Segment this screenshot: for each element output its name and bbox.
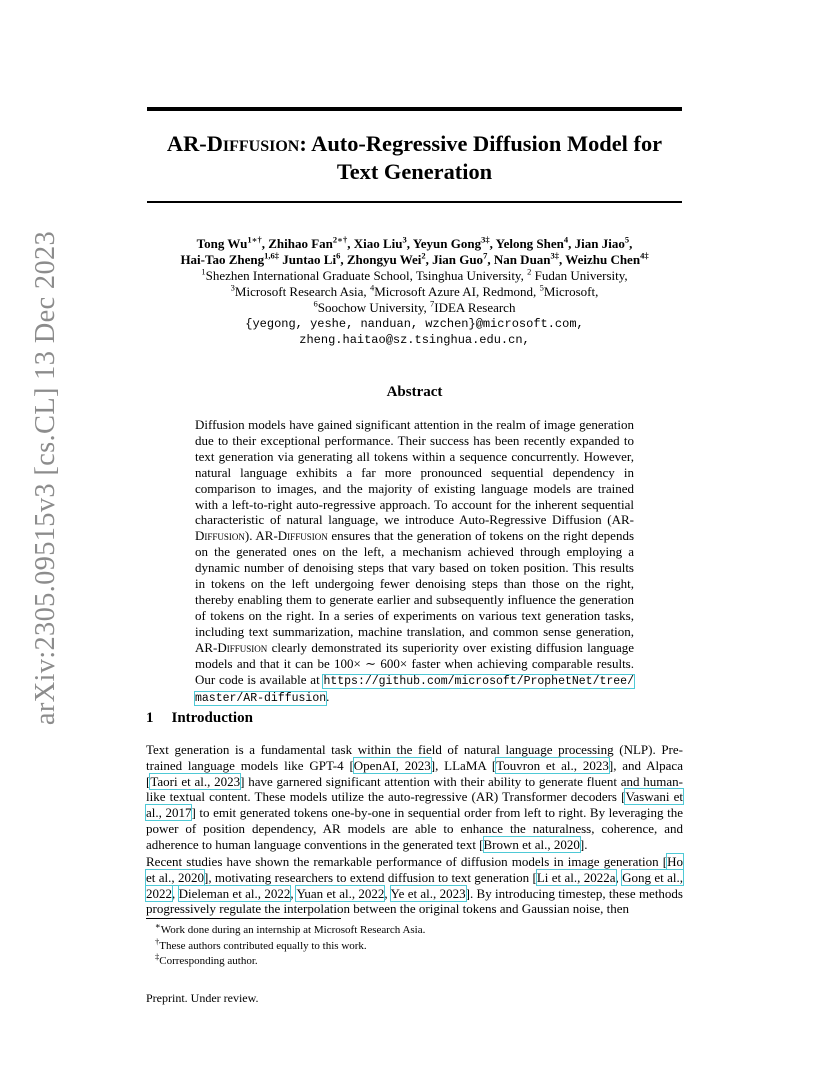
abstract-body: Diffusion models have gained significant attention in the realm of image generation due to their exceptional performance. Their success has been recently expanded to text generation via generating all tokens within a sequence concurrently. However, natural language exhibits a far more pronounced sequential dependency in comparison to images, and the majority of existing language models are trained with a left-to-right auto-regressive approach. To account for the inherent sequential characteristic of natural language, we introduce Auto-Regressive Diffusion (AR-Diffusion). AR-Diffusion ensures that the generation of tokens on the right depends on the generated ones on the left, a mechanism achieved through employing a dynamic number of denoising steps that vary based on token position. This results in tokens on the left undergoing fewer denoising steps than those on the right, thereby enabling them to generate earlier and subsequently influence the generation of tokens on the right. In a series of experiments on various text generation tasks, including text summarization, machine translation, and common sense generation, AR-Diffusion clearly demonstrated its superiority over existing diffusion language models and that it can be 100× ∼ 600× faster when achieving comparable results. Our code is available at https://github.com/microsoft/ProphetNet/tree/master/AR-diffusion. <box>195 417 635 706</box>
citation-openai[interactable]: OpenAI, 2023 <box>353 757 431 773</box>
affiliation-line-3: $^6$Soochow University, $^7$IDEA Research <box>313 298 516 315</box>
author-line-2: Hai-Tao Zheng$^{1,6\ddagger}$ Juntao Li$^6$, Zhongyu Wei$^2$, Jian Guo$^7$, Nan Duan$^{3\ddagger}$, Weizhu Chen$^{4\ddagger}$ <box>180 250 649 267</box>
title-bottom-rule <box>147 201 682 203</box>
citation-touvron[interactable]: Touvron et al., 2023 <box>496 757 609 773</box>
arxiv-stamp: arXiv:2305.09515v3 [cs.CL] 13 Dec 2023 <box>30 230 61 726</box>
citation-ho[interactable]: Ho et al., 2020 <box>146 854 683 885</box>
citation-brown[interactable]: Brown et al., 2020 <box>483 836 580 852</box>
abstract-heading: Abstract <box>386 384 443 400</box>
citation-vaswani[interactable]: Vaswani et al., 2017 <box>146 789 683 821</box>
intro-paragraph-2: Recent studies have shown the remarkable performance of diffusion models in image generation [Ho et al., 2020], motivating researchers to extend diffusion to text generation [Li et al., 2022a, Gong et al., 2022, Dieleman et al., 2022, Yuan et al., 2022, Ye et al., 2023]. By introducing timestep, these methods progressively regulate the interpolation between the original tokens and Gaussian noise, then <box>146 854 683 917</box>
intro-paragraph-1: Text generation is a fundamental task within the field of natural language processing (NLP). Pre-trained language models like GPT-4 [OpenAI, 2023], LLaMA [Touvron et al., 2023], and Alpaca [Taori et al., 2023] have garnered significant attention with their ability to generate fluent and human-like textual content. These models utilize the auto-regressive (AR) Transformer decoders [Vaswani et al., 2017] to emit generated tokens one-by-one in sequential order from left to right. By leveraging the power of position dependency, AR models are able to enhance the naturalness, coherence, and adherence to human language conventions in the generated text [Brown et al., 2020]. <box>146 742 683 852</box>
email-line-2: zheng.haitao@sz.tsinghua.edu.cn, <box>299 333 530 347</box>
citation-gong[interactable]: Gong et al., 2022 <box>146 869 683 901</box>
page-footer: Preprint. Under review. <box>146 991 259 1005</box>
footnote-rule <box>146 918 341 919</box>
affiliation-line-2: $^3$Microsoft Research Asia, $^4$Microsoft Azure AI, Redmond, $^5$Microsoft, <box>230 282 599 299</box>
footnote-2: †These authors contributed equally to this work. <box>155 935 367 952</box>
citation-ye[interactable]: Ye et al., 2023 <box>390 885 466 901</box>
footnote-1: ∗Work done during an internship at Microsoft Research Asia. <box>155 920 426 936</box>
email-line-1: {yegong, yeshe, nanduan, wzchen}@microsoft.com, <box>245 317 584 331</box>
citation-li[interactable]: Li et al., 2022a <box>536 869 616 885</box>
author-line-1: Tong $Wu^{1∗\dagger}$, Zhihao Fan$^{2∗\dagger}$, Xiao Liu$^3$, Yeyun Gong$^{3\ddagger}$, Yelong Shen$^4$, Jian Jiao$^5$, <box>196 234 633 251</box>
affiliation-line-1: $^1$Shezhen International Graduate School, Tsinghua University, $^2$ Fudan University, <box>201 266 628 283</box>
title-top-rule <box>147 107 682 111</box>
author-block <box>100 236 729 348</box>
citation-dieleman[interactable]: Dieleman et al., 2022 <box>178 885 291 901</box>
paper-title: AR-Diffusion: Auto-Regressive Diffusion Model for Text Generation <box>166 131 663 184</box>
footnotes <box>155 920 426 970</box>
footnote-3: ‡Corresponding author. <box>155 951 258 967</box>
citation-taori[interactable]: Taori et al., 2023 <box>150 773 241 789</box>
citation-yuan[interactable]: Yuan et al., 2022 <box>296 885 385 901</box>
section-heading-introduction: 1 Introduction <box>146 710 253 726</box>
code-url-link[interactable]: https://github.com/microsoft/ProphetNet/tree/master/AR-diffusion <box>195 674 634 706</box>
